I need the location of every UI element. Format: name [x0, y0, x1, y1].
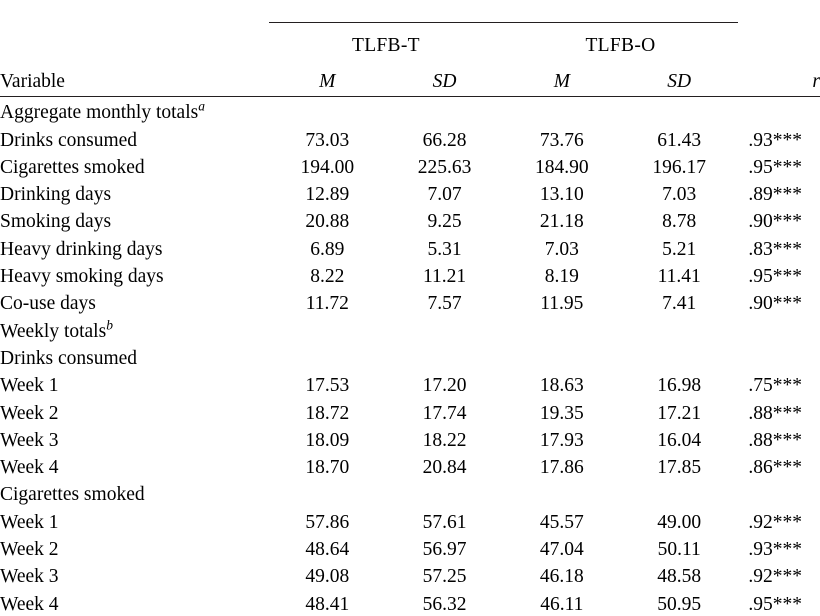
- table-row: [0, 288, 820, 315]
- cell-sd2: 11.41: [657, 266, 701, 288]
- row-label-text: Week 1: [0, 375, 59, 397]
- cell-sd2: 196.17: [652, 156, 706, 178]
- cell-correlation: .88***: [748, 402, 802, 424]
- table-row: [0, 506, 820, 533]
- cell-sd2: [621, 479, 738, 506]
- cell-sd1: [386, 315, 503, 342]
- statistics-table: [0, 22, 820, 616]
- cell-m1: 18.09: [305, 429, 350, 451]
- table-row: [0, 588, 820, 615]
- cell-correlation: .93***: [748, 129, 802, 151]
- column-header-variable: Variable: [0, 57, 269, 97]
- cell-sd2: 16.04: [657, 429, 702, 451]
- cell-sd1: 225.63: [417, 156, 472, 178]
- cell-correlation: .90***: [748, 293, 802, 315]
- column-header-sd-tlfbt: SD: [386, 57, 503, 97]
- cell-sd2: [621, 343, 738, 370]
- cell-sd2: 50.11: [657, 539, 701, 561]
- cell-m2: 184.90: [535, 156, 589, 178]
- row-label: [0, 588, 269, 615]
- cell-correlation: .83***: [748, 238, 802, 260]
- cell-m2: 17.86: [539, 457, 584, 479]
- cell-sd2: 7.03: [662, 184, 697, 206]
- row-label: [0, 315, 269, 342]
- table-row: [0, 233, 820, 260]
- cell-m2: [503, 315, 620, 342]
- cell-m1: 6.89: [310, 238, 345, 260]
- cell-correlation: [738, 343, 820, 370]
- cell-m1: 48.64: [305, 539, 350, 561]
- cell-sd1: 7.07: [427, 184, 462, 206]
- cell-m2: 73.76: [539, 129, 584, 151]
- cell-sd2: 49.00: [657, 511, 702, 533]
- cell-sd1: 17.74: [422, 402, 467, 424]
- cell-correlation: .90***: [748, 211, 802, 233]
- cell-sd1: 20.84: [422, 457, 467, 479]
- cell-m2: [503, 97, 620, 125]
- row-label-text: Heavy drinking days: [0, 238, 163, 260]
- cell-m2: [503, 479, 620, 506]
- row-label: [0, 97, 269, 125]
- cell-sd2: 17.21: [657, 402, 702, 424]
- table-row: [0, 261, 820, 288]
- row-label: [0, 561, 269, 588]
- cell-m2: [503, 343, 620, 370]
- cell-correlation: [738, 315, 820, 342]
- cell-correlation: .95***: [748, 156, 802, 178]
- row-label: [0, 124, 269, 151]
- row-label: [0, 479, 269, 506]
- column-header-sd-tlfbo: SD: [621, 57, 738, 97]
- table-row: [0, 452, 820, 479]
- cell-sd2: 61.43: [657, 129, 702, 151]
- row-label-text: Drinks consumed: [0, 347, 138, 369]
- cell-sd1: 5.31: [427, 238, 462, 260]
- cell-correlation: .75***: [748, 375, 802, 397]
- cell-sd2: [621, 315, 738, 342]
- cell-m1: 57.86: [305, 511, 350, 533]
- cell-sd1: 56.32: [422, 593, 467, 615]
- cell-m2: 46.18: [539, 566, 584, 588]
- cell-sd2: 5.21: [662, 238, 697, 260]
- cell-correlation: .92***: [748, 511, 802, 533]
- row-label: [0, 397, 269, 424]
- cell-m1: 17.53: [305, 375, 350, 397]
- table-row: [0, 97, 820, 125]
- cell-m1: [269, 479, 386, 506]
- cell-sd1: 18.22: [422, 429, 467, 451]
- cell-sd2: 7.41: [662, 293, 697, 315]
- cell-sd2: 8.78: [662, 211, 697, 233]
- spanner-tlfb-o: TLFB-O: [503, 23, 738, 58]
- row-label: [0, 206, 269, 233]
- cell-m2: 19.35: [539, 402, 584, 424]
- cell-correlation: .93***: [748, 539, 802, 561]
- cell-m2: 8.19: [544, 266, 579, 288]
- cell-m2: 47.04: [539, 539, 584, 561]
- spanner-empty-cell: [0, 23, 269, 58]
- cell-sd1: [386, 97, 503, 125]
- table-row: [0, 206, 820, 233]
- row-label: [0, 534, 269, 561]
- row-label-text: Heavy smoking days: [0, 266, 164, 288]
- row-label-text: Cigarettes smoked: [0, 156, 145, 178]
- cell-sd2: 50.95: [657, 593, 702, 615]
- cell-m2: 21.18: [539, 211, 584, 233]
- cell-sd2: 16.98: [657, 375, 702, 397]
- row-label: [0, 261, 269, 288]
- cell-m1: 49.08: [305, 566, 350, 588]
- spanner-tlfb-t: TLFB-T: [269, 23, 504, 58]
- row-label-text: Aggregate monthly totals: [0, 102, 199, 124]
- row-label: [0, 233, 269, 260]
- cell-m2: 17.93: [539, 429, 584, 451]
- cell-sd1: 56.97: [422, 539, 467, 561]
- table-body: [0, 97, 820, 616]
- row-label-text: Co-use days: [0, 293, 96, 315]
- cell-sd2: 17.85: [657, 457, 702, 479]
- cell-m1: [269, 343, 386, 370]
- cell-m2: 46.11: [540, 593, 584, 615]
- cell-correlation: .92***: [748, 566, 802, 588]
- row-label: [0, 452, 269, 479]
- cell-m1: 12.89: [305, 184, 350, 206]
- cell-correlation: .95***: [748, 266, 802, 288]
- table-row: [0, 534, 820, 561]
- footnote-marker: b: [106, 317, 113, 333]
- column-header-r: r: [738, 57, 820, 97]
- row-label-text: Week 3: [0, 566, 59, 588]
- row-label: [0, 179, 269, 206]
- table-row: [0, 315, 820, 342]
- cell-correlation: .88***: [748, 429, 802, 451]
- row-label-text: Week 4: [0, 593, 59, 615]
- cell-sd1: [386, 343, 503, 370]
- footnote-marker: a: [198, 98, 205, 114]
- cell-m1: 18.72: [305, 402, 350, 424]
- column-header-row: [0, 57, 820, 97]
- row-label-text: Week 2: [0, 539, 59, 561]
- spanner-row: [0, 23, 820, 58]
- row-label: [0, 152, 269, 179]
- cell-correlation: .86***: [748, 457, 802, 479]
- cell-sd1: 7.57: [427, 293, 462, 315]
- row-label: [0, 370, 269, 397]
- row-label-text: Smoking days: [0, 211, 112, 233]
- row-label-text: Drinking days: [0, 184, 112, 206]
- row-label-text: Cigarettes smoked: [0, 484, 145, 506]
- cell-sd2: [621, 97, 738, 125]
- cell-m2: 45.57: [539, 511, 584, 533]
- cell-m1: [269, 97, 386, 125]
- cell-sd1: 9.25: [427, 211, 462, 233]
- cell-m2: 11.95: [540, 293, 584, 315]
- cell-correlation: .95***: [748, 593, 802, 615]
- table-row: [0, 425, 820, 452]
- row-label-text: Drinks consumed: [0, 129, 138, 151]
- column-header-m-tlfbt: M: [269, 57, 386, 97]
- cell-sd1: 57.25: [422, 566, 467, 588]
- table-row: [0, 479, 820, 506]
- table-row: [0, 124, 820, 151]
- row-label: [0, 288, 269, 315]
- cell-correlation: [738, 97, 820, 125]
- cell-sd1: 11.21: [422, 266, 467, 288]
- table-row: [0, 561, 820, 588]
- cell-m2: 18.63: [539, 375, 584, 397]
- row-label-text: Weekly totals: [0, 320, 107, 342]
- row-label: [0, 343, 269, 370]
- row-label-text: Week 2: [0, 402, 59, 424]
- cell-m1: 48.41: [305, 593, 350, 615]
- row-label: [0, 425, 269, 452]
- cell-m2: 13.10: [539, 184, 584, 206]
- cell-sd1: 66.28: [422, 129, 467, 151]
- cell-sd2: 48.58: [657, 566, 702, 588]
- table-row: [0, 343, 820, 370]
- cell-correlation: [738, 479, 820, 506]
- row-label: [0, 506, 269, 533]
- top-spacer: [0, 0, 820, 22]
- cell-m1: 73.03: [305, 129, 350, 151]
- cell-m1: 8.22: [310, 266, 345, 288]
- table-row: [0, 152, 820, 179]
- cell-m1: 194.00: [300, 156, 355, 178]
- row-label-text: Week 3: [0, 429, 59, 451]
- row-label-text: Week 1: [0, 511, 59, 533]
- table-row: [0, 179, 820, 206]
- cell-m1: 11.72: [305, 293, 349, 315]
- cell-m2: 7.03: [544, 238, 579, 260]
- cell-m1: 20.88: [305, 211, 350, 233]
- column-header-m-tlfbo: M: [503, 57, 620, 97]
- cell-m1: [269, 315, 386, 342]
- cell-sd1: [386, 479, 503, 506]
- cell-sd1: 17.20: [422, 375, 467, 397]
- table-row: [0, 397, 820, 424]
- spanner-empty-cell-right: [738, 23, 820, 58]
- cell-correlation: .89***: [748, 184, 802, 206]
- cell-sd1: 57.61: [422, 511, 467, 533]
- table-row: [0, 370, 820, 397]
- row-label-text: Week 4: [0, 457, 59, 479]
- cell-m1: 18.70: [305, 457, 350, 479]
